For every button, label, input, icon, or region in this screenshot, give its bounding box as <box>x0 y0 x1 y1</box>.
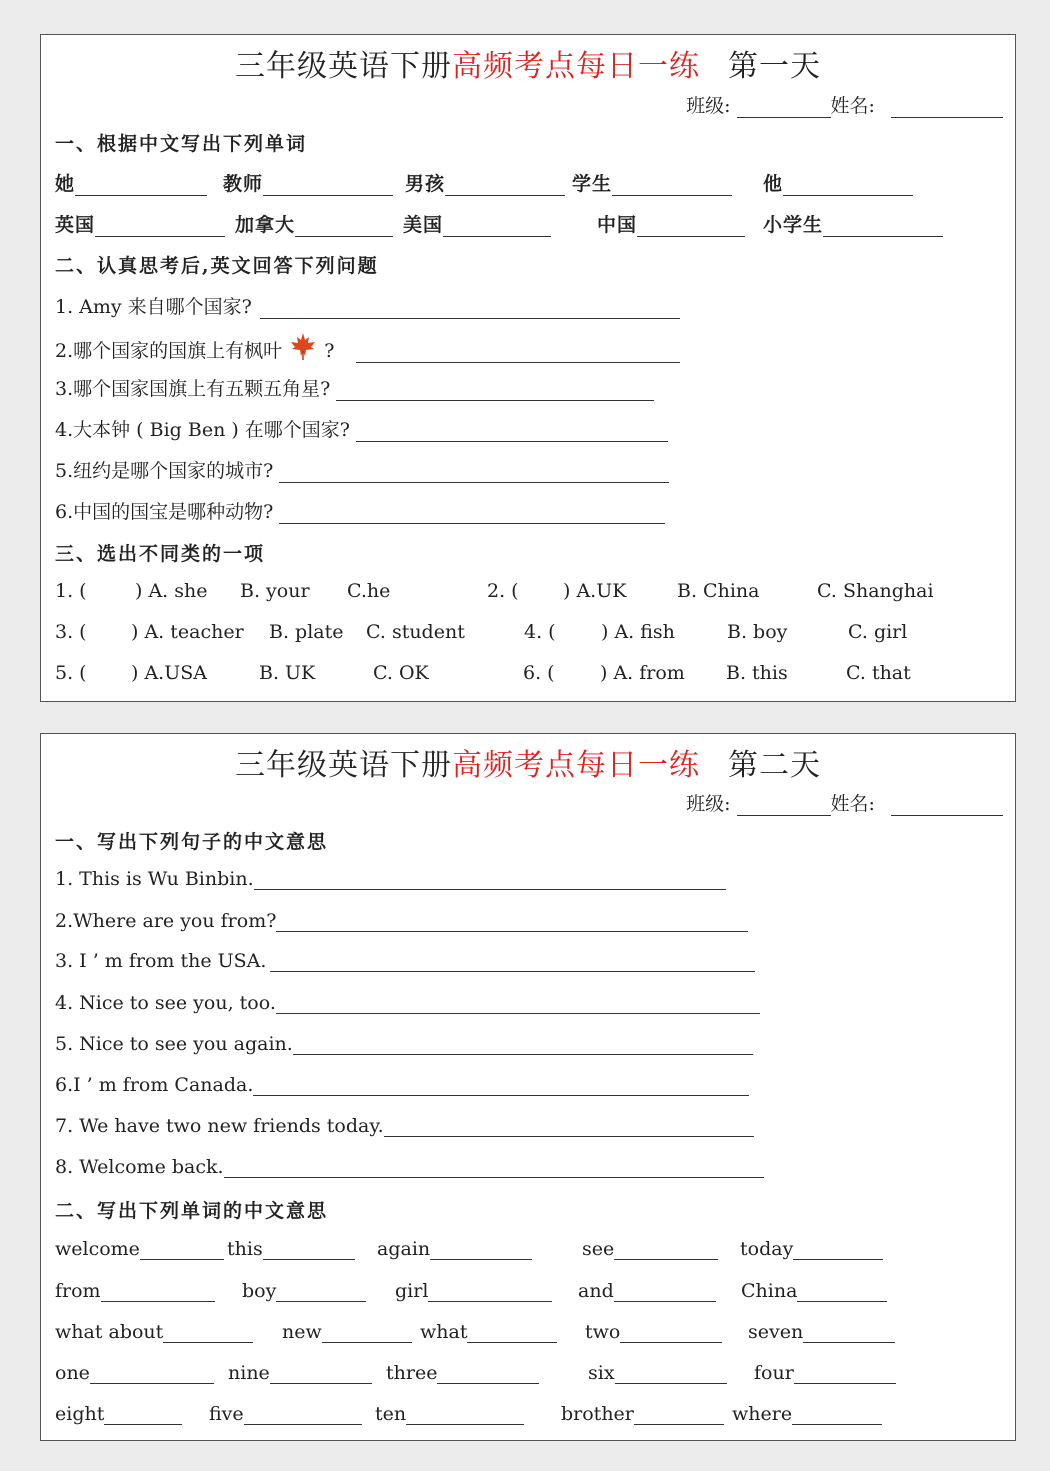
word-prompt: five <box>209 1402 362 1425</box>
answer-blank[interactable] <box>803 1320 895 1343</box>
word-prompt: 英国 <box>55 210 225 237</box>
sentence: 1. This is Wu Binbin. <box>55 867 726 891</box>
choice-option: B. China <box>677 580 760 602</box>
page-title <box>41 41 1015 85</box>
sentence: 6.I ’ m from Canada. <box>55 1073 749 1097</box>
answer-blank[interactable] <box>253 1073 749 1096</box>
title-highlight: 高频考点每日一练 <box>452 49 700 84</box>
word-prompt: 美国 <box>403 210 551 237</box>
question: 5.纽约是哪个国家的城市? <box>55 456 669 480</box>
word-prompt: see <box>582 1237 718 1260</box>
answer-blank[interactable] <box>279 460 669 483</box>
answer-blank[interactable] <box>90 1361 214 1384</box>
section-heading: 二、写出下列单词的中文意思 <box>55 1200 329 1222</box>
answer-blank[interactable] <box>437 1361 539 1384</box>
title-text: 三年级英语下册 <box>235 748 452 783</box>
sentence: 8. Welcome back. <box>55 1155 764 1179</box>
answer-blank[interactable] <box>276 991 760 1014</box>
choice-paren[interactable]: 3. ( <box>55 621 87 643</box>
word-prompt: welcome <box>55 1237 224 1260</box>
choice-option: C. student <box>366 621 465 643</box>
word-prompt: 学生 <box>572 169 732 196</box>
title-day: 第一天 <box>728 49 821 84</box>
section-heading: 三、选出不同类的一项 <box>55 543 266 565</box>
name-label: 姓名: <box>830 793 875 815</box>
answer-blank[interactable] <box>101 1279 215 1302</box>
answer-blank[interactable] <box>637 214 745 237</box>
section-heading: 二、认真思考后,英文回答下列问题 <box>55 255 379 277</box>
word-prompt: 中国 <box>597 210 745 237</box>
word-prompt: 他 <box>763 169 913 196</box>
title-text: 三年级英语下册 <box>235 49 452 84</box>
answer-blank[interactable] <box>163 1320 253 1343</box>
maple-leaf-icon <box>288 331 318 361</box>
class-name-fields <box>686 789 1003 816</box>
answer-blank[interactable] <box>384 1114 754 1137</box>
word-prompt: six <box>588 1361 727 1384</box>
question: 4.大本钟 ( Big Ben ) 在哪个国家? <box>55 415 668 439</box>
word-prompt: 男孩 <box>405 169 565 196</box>
answer-blank[interactable] <box>260 296 680 319</box>
answer-blank[interactable] <box>406 1402 524 1425</box>
question: 3.哪个国家国旗上有五颗五角星? <box>55 374 654 398</box>
choice-option: C. Shanghai <box>817 580 934 602</box>
answer-blank[interactable] <box>612 173 732 196</box>
word-prompt: what <box>420 1320 557 1343</box>
word-prompt: 加拿大 <box>235 210 393 237</box>
word-prompt: this <box>227 1237 355 1260</box>
sentence: 5. Nice to see you again. <box>55 1032 753 1056</box>
answer-blank[interactable] <box>792 1402 882 1425</box>
answer-blank[interactable] <box>783 173 913 196</box>
answer-blank[interactable] <box>823 214 943 237</box>
word-prompt: and <box>578 1279 716 1302</box>
worksheet-day-1 <box>40 34 1016 702</box>
class-blank[interactable] <box>737 97 831 118</box>
answer-blank[interactable] <box>263 1237 355 1260</box>
choice-paren[interactable]: 5. ( <box>55 662 87 684</box>
answer-blank[interactable] <box>322 1320 412 1343</box>
answer-blank[interactable] <box>104 1402 182 1425</box>
answer-blank[interactable] <box>620 1320 722 1343</box>
answer-blank[interactable] <box>356 340 680 363</box>
question: 2.哪个国家的国旗上有枫叶 ? <box>55 331 680 355</box>
answer-blank[interactable] <box>270 949 755 972</box>
choice-option: ) A. she <box>135 580 208 602</box>
name-label: 姓名: <box>830 95 875 117</box>
title-day: 第二天 <box>728 748 821 783</box>
word-prompt: girl <box>395 1279 552 1302</box>
name-blank[interactable] <box>891 97 1003 118</box>
sentence: 2.Where are you from? <box>55 909 748 933</box>
word-prompt: eight <box>55 1402 182 1425</box>
choice-option: C. girl <box>848 621 908 643</box>
word-prompt: what about <box>55 1320 253 1343</box>
choice-option: B. this <box>726 662 788 684</box>
word-prompt: from <box>55 1279 215 1302</box>
choice-paren[interactable]: 2. ( <box>487 580 519 602</box>
sentence: 4. Nice to see you, too. <box>55 991 760 1015</box>
word-prompt: today <box>740 1237 883 1260</box>
worksheet-day-2 <box>40 733 1016 1441</box>
answer-blank[interactable] <box>634 1402 724 1425</box>
page-title <box>41 740 1015 784</box>
answer-blank[interactable] <box>263 173 393 196</box>
choice-option: B. UK <box>259 662 316 684</box>
choice-option: C.he <box>347 580 391 602</box>
choice-paren[interactable]: 6. ( <box>523 662 555 684</box>
choice-option: B. your <box>240 580 310 602</box>
answer-blank[interactable] <box>224 1155 764 1178</box>
word-prompt: new <box>282 1320 412 1343</box>
class-label: 班级: <box>686 793 731 815</box>
choice-option: B. plate <box>269 621 344 643</box>
choice-option: ) A.UK <box>563 580 627 602</box>
word-prompt: again <box>377 1237 532 1260</box>
word-prompt: nine <box>228 1361 372 1384</box>
answer-blank[interactable] <box>254 867 726 890</box>
word-prompt: three <box>386 1361 539 1384</box>
word-prompt: seven <box>748 1320 895 1343</box>
title-highlight: 高频考点每日一练 <box>452 748 700 783</box>
word-prompt: four <box>754 1361 896 1384</box>
word-prompt: ten <box>375 1402 524 1425</box>
answer-blank[interactable] <box>75 173 207 196</box>
question: 1. Amy 来自哪个国家? <box>55 292 680 316</box>
word-prompt: 小学生 <box>763 210 943 237</box>
answer-blank[interactable] <box>336 378 654 401</box>
choice-option: C. that <box>846 662 911 684</box>
class-name-fields <box>686 91 1003 118</box>
answer-blank[interactable] <box>293 1032 753 1055</box>
choice-option: ) A. teacher <box>131 621 244 643</box>
answer-blank[interactable] <box>276 909 748 932</box>
answer-blank[interactable] <box>95 214 225 237</box>
choice-paren[interactable]: 4. ( <box>524 621 556 643</box>
answer-blank[interactable] <box>270 1361 372 1384</box>
answer-blank[interactable] <box>428 1279 552 1302</box>
choice-option: ) A. fish <box>601 621 675 643</box>
name-blank[interactable] <box>891 795 1003 816</box>
answer-blank[interactable] <box>295 214 393 237</box>
answer-blank[interactable] <box>793 1237 883 1260</box>
class-blank[interactable] <box>737 795 831 816</box>
choice-option: B. boy <box>727 621 788 643</box>
sentence: 7. We have two new friends today. <box>55 1114 754 1138</box>
choice-option: ) A.USA <box>131 662 207 684</box>
answer-blank[interactable] <box>356 419 668 442</box>
word-prompt: one <box>55 1361 214 1384</box>
choice-paren[interactable]: 1. ( <box>55 580 87 602</box>
word-prompt: brother <box>561 1402 724 1425</box>
answer-blank[interactable] <box>443 214 551 237</box>
answer-blank[interactable] <box>140 1237 224 1260</box>
answer-blank[interactable] <box>445 173 565 196</box>
answer-blank[interactable] <box>276 1279 366 1302</box>
answer-blank[interactable] <box>614 1237 718 1260</box>
section-heading: 一、根据中文写出下列单词 <box>55 133 308 155</box>
answer-blank[interactable] <box>794 1361 896 1384</box>
question: 6.中国的国宝是哪种动物? <box>55 497 665 521</box>
word-prompt: China <box>741 1279 887 1302</box>
word-prompt: boy <box>242 1279 366 1302</box>
answer-blank[interactable] <box>467 1320 557 1343</box>
sentence: 3. I ’ m from the USA. <box>55 949 755 973</box>
answer-blank[interactable] <box>279 501 665 524</box>
answer-blank[interactable] <box>244 1402 362 1425</box>
word-prompt: two <box>585 1320 722 1343</box>
choice-option: C. OK <box>373 662 429 684</box>
word-prompt: 教师 <box>223 169 393 196</box>
word-prompt: 她 <box>55 169 207 196</box>
choice-option: ) A. from <box>600 662 685 684</box>
class-label: 班级: <box>686 95 731 117</box>
answer-blank[interactable] <box>614 1279 716 1302</box>
answer-blank[interactable] <box>430 1237 532 1260</box>
answer-blank[interactable] <box>615 1361 727 1384</box>
answer-blank[interactable] <box>797 1279 887 1302</box>
word-prompt: where <box>732 1402 882 1425</box>
section-heading: 一、写出下列句子的中文意思 <box>55 831 329 853</box>
